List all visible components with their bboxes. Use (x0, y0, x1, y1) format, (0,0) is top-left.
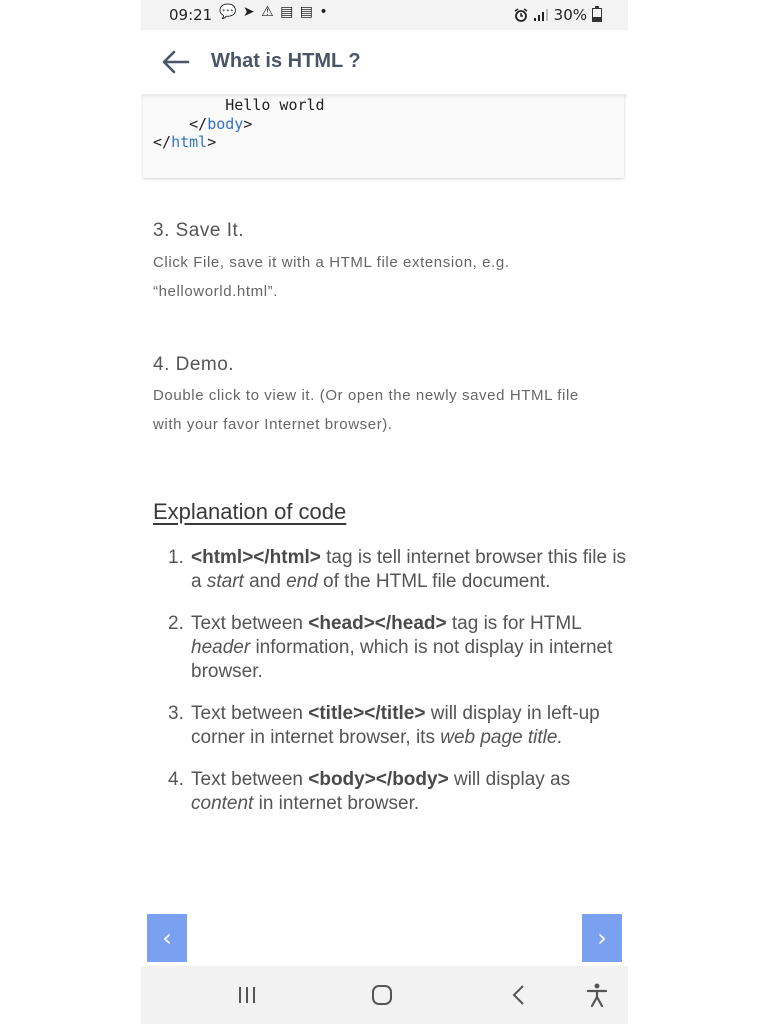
item-number: 3. (168, 703, 184, 724)
phone-screen (141, 0, 628, 1024)
item-text: information, which is not display in internet browser. (191, 637, 613, 682)
app-bar (141, 30, 628, 94)
emphasis-text: start (206, 571, 244, 592)
alarm-icon (514, 8, 528, 22)
item-text: of the HTML file document. (317, 571, 551, 592)
section-heading: Explanation of code (153, 499, 347, 524)
back-icon[interactable] (505, 982, 533, 1008)
code-punct: </ (153, 114, 208, 133)
recent-apps-icon[interactable] (233, 982, 261, 1008)
item-text: Text between (191, 769, 309, 790)
chevron-left-icon: ‹ (162, 924, 172, 952)
item-text: and (243, 571, 287, 592)
code-tag-text: <html></html> (191, 547, 321, 568)
step-title: 3. Save It. (153, 220, 245, 241)
emphasis-text: header (191, 637, 251, 658)
code-tag-text: <head></head> (308, 613, 447, 634)
step-body: Double click to view it. (Or open the newly saved HTML file with your favor Internet browser). (153, 387, 579, 433)
code-punct: > (207, 133, 217, 151)
item-text: tag is for HTML (446, 613, 582, 634)
item-text: will display as (448, 769, 571, 790)
accessibility-icon[interactable] (583, 982, 611, 1008)
item-text: Text between (191, 703, 309, 724)
status-bar (141, 0, 628, 30)
step-body: Click File, save it with a HTML file extension, e.g. “helloworld.html”. (153, 254, 510, 300)
content-area[interactable] (141, 94, 628, 966)
list-item (168, 702, 628, 750)
explanation-list (168, 546, 628, 834)
item-text: tag is tell internet browser this file is a (191, 547, 627, 592)
emphasis-text: end (286, 571, 318, 592)
code-block (143, 94, 624, 178)
item-text: Text between (191, 613, 309, 634)
chevron-right-icon: › (597, 924, 607, 952)
status-right (514, 6, 602, 24)
code-tag-text: <body></body> (308, 769, 449, 790)
item-number: 4. (168, 769, 184, 790)
page-title: What is HTML ? (211, 50, 361, 72)
code-punct: </ (153, 133, 172, 151)
item-text: will display in left-up corner in internet browser, its (191, 703, 600, 748)
list-item (168, 546, 628, 594)
system-navigation-bar (141, 966, 628, 1024)
item-number: 2. (168, 613, 184, 634)
item-number: 1. (168, 547, 184, 568)
list-item (168, 612, 628, 684)
next-page-button[interactable] (582, 914, 622, 962)
item-text: in internet browser. (253, 793, 420, 814)
home-icon[interactable] (368, 982, 396, 1008)
list-item (168, 768, 628, 816)
back-arrow-icon[interactable] (161, 48, 191, 76)
code-line (153, 133, 216, 151)
battery-icon (592, 8, 602, 22)
code-tag: body (207, 114, 244, 133)
code-tag-text: <title></title> (308, 703, 426, 724)
code-line (153, 115, 252, 133)
code-punct: > (243, 114, 253, 133)
signal-icon (533, 9, 549, 21)
code-text (153, 96, 325, 152)
emphasis-text: content (191, 793, 254, 814)
code-line: Hello world (153, 96, 325, 114)
notification-icons: 💬 ➤ ⚠ ▤ ▤ • (219, 4, 329, 20)
battery-percent: 30% (553, 6, 587, 24)
status-time: 09:21 (169, 6, 213, 24)
code-tag: html (171, 133, 208, 151)
prev-page-button[interactable] (147, 914, 187, 962)
emphasis-text: web page title. (440, 727, 563, 748)
step-title: 4. Demo. (153, 354, 235, 375)
